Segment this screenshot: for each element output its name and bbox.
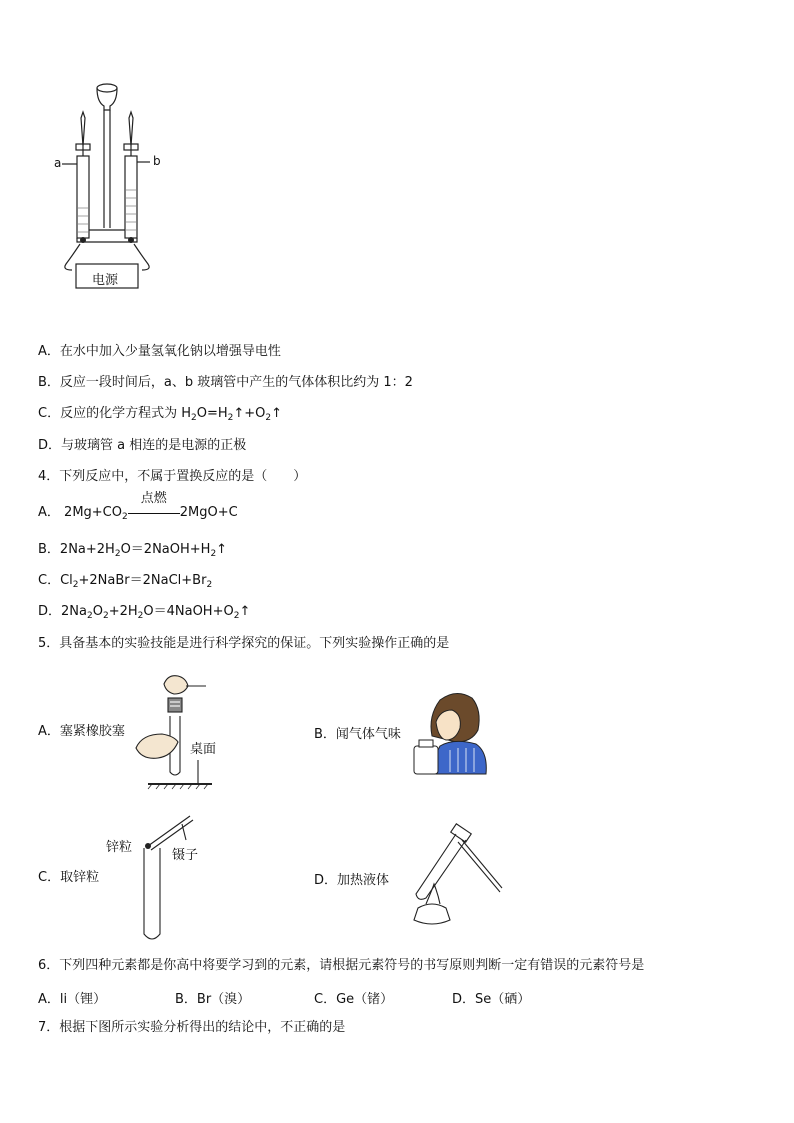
q4-stem: 4．下列反应中，不属于置换反应的是（ ） (38, 469, 307, 484)
q6-option-c: C．Ge（锗） (314, 992, 394, 1007)
q3-option-c: C．反应的化学方程式为 $H_2O=H_2↑+O_2↑$ (38, 406, 283, 423)
electrolysis-apparatus-drawing (50, 78, 170, 293)
tube-label-b: b (153, 154, 161, 168)
q7-stem: 7．根据下图所示实验分析得出的结论中，不正确的是 (38, 1020, 346, 1035)
q5-option-a: A．塞紧橡胶塞 (38, 724, 125, 739)
q4-a-left: $2Mg+CO_2$ (64, 505, 128, 522)
q6-option-d: D．Se（硒） (452, 992, 531, 1007)
tube-label-a: a (54, 156, 62, 170)
q5-option-b: B．闻气体气味 (314, 727, 401, 742)
stopper-figure (128, 668, 228, 790)
q3-option-a: A．在水中加入少量氢氧化钠以增强导电性 (38, 344, 281, 359)
q6-stem: 6．下列四种元素都是你高中将要学习到的元素，请根据元素符号的书写原则判断一定有错误的元素符号是 (38, 958, 645, 973)
q4-option-d: D．$2Na_2O_2+2H_2O=4NaOH+O_2↑$ (38, 604, 251, 621)
zinc-label: 锌粒 (106, 840, 133, 855)
zinc-figure (104, 810, 214, 945)
tweezers-label: 镊子 (172, 848, 199, 863)
q3-option-b: B．反应一段时间后，a、b 玻璃管中产生的气体体积比约为 1：2 (38, 375, 413, 390)
q4-option-b: B．$2Na+2H_2O=2NaOH+H_2↑$ (38, 542, 228, 559)
q5-option-d: D．加热液体 (314, 873, 390, 888)
q4-option-a: A． $2Mg+CO_2$ 点燃 2MgO+C (38, 491, 238, 522)
zinc-drawing (104, 810, 214, 945)
q4-option-c: C．$Cl_2+2NaBr=2NaCl+Br_2$ (38, 573, 213, 590)
table-label: 桌面 (190, 742, 217, 757)
smell-gas-figure (410, 686, 488, 776)
q6-option-b: B．Br（溴） (175, 992, 251, 1007)
heating-figure (396, 820, 506, 930)
q3-option-d: D．与玻璃管 a 相连的是电源的正极 (38, 438, 247, 453)
electrolysis-figure (50, 78, 170, 293)
stopper-drawing (128, 668, 228, 790)
smell-gas-drawing (410, 686, 488, 776)
reaction-condition: 点燃 (128, 505, 180, 514)
heating-drawing (396, 820, 506, 930)
power-source-label: 电源 (92, 273, 119, 288)
q5-option-c: C．取锌粒 (38, 870, 100, 885)
q5-stem: 5．具备基本的实验技能是进行科学探究的保证。下列实验操作正确的是 (38, 636, 450, 651)
q6-option-a: A．li（锂） (38, 992, 107, 1007)
